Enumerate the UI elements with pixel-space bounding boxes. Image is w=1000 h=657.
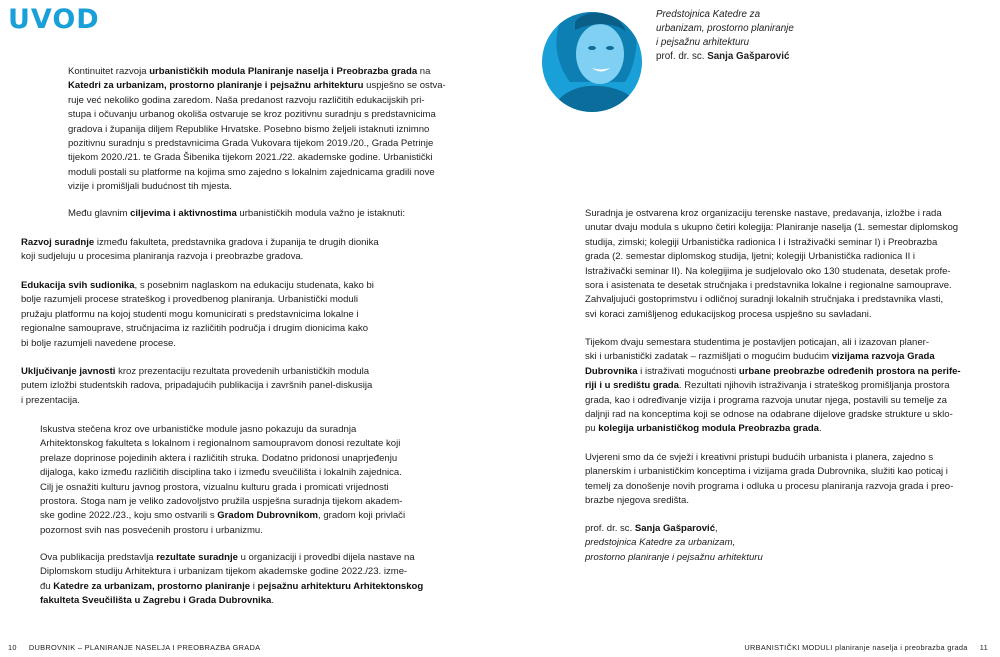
- bold-text: Katedri za urbanizam, prostorno planiranje i pejsažnu arhitekturu: [68, 80, 364, 92]
- bold-text: urbane preobrazbe određenih prostora na perife-: [738, 365, 961, 377]
- student-tasks-paragraph: [585, 336, 961, 437]
- text-line: [585, 365, 961, 379]
- text-line: [40, 580, 423, 594]
- bold-text: Dubrovnika: [585, 365, 638, 377]
- text-run: regionalne samouprave, stručnjacima iz različitih područja i drugim dionicima kako: [21, 323, 369, 335]
- bold-text: rezultate suradnje: [156, 552, 238, 563]
- text-line: [21, 236, 379, 250]
- text-line: [585, 522, 763, 536]
- portrait-caption: [656, 8, 794, 64]
- text-run: Zahvaljujući gostoprimstvu i odličnoj suradnji lokalnih stručnjaka i predstavnika vlasti,: [585, 294, 944, 306]
- text-run: Tijekom dvaju semestara studentima je postavljen poticajan, ali i izazovan planer-: [585, 337, 930, 348]
- text-line: [585, 207, 958, 221]
- bold-text: pejsažnu arhitekturu Arhitektonskog: [257, 580, 424, 592]
- caption-name-prefix: prof. dr. sc.: [656, 51, 708, 62]
- text-line: [585, 465, 953, 479]
- text-line: [21, 394, 372, 408]
- text-line: [21, 279, 374, 293]
- text-line: [40, 524, 405, 538]
- conclusion-paragraph: [585, 451, 953, 509]
- caption-name: Sanja Gašparović: [707, 51, 790, 62]
- bold-text: urbanističkih modula Planiranje naselja i Preobrazba grada: [149, 66, 418, 77]
- text-line: [585, 494, 953, 508]
- text-run: Istraživački seminar II). Na kolegijima je sudjelovalo oko 130 studenata, desetak profe-: [585, 265, 951, 277]
- text-run: pozitivnu suradnju s predstavnicima Grada Vukovara tijekom 2019./20., Grada Petrinje: [68, 138, 434, 150]
- caption-name-line: [656, 50, 794, 64]
- bold-text: Katedre za urbanizam, prostorno planiranje: [53, 580, 251, 592]
- text-line: [21, 365, 372, 379]
- text-run: između fakulteta, predstavnika gradova i županija te drugih dionika: [94, 237, 379, 248]
- text-line: [68, 166, 446, 180]
- goal-collaboration-paragraph: [21, 236, 379, 265]
- bold-text: Sanja Gašparović: [634, 523, 716, 534]
- text-line: [585, 221, 958, 235]
- text-run: ,: [715, 523, 718, 534]
- text-run: sora i asistenata te desetak stručnjaka i predstavnika lokalne i regionalne samouprave.: [585, 280, 952, 292]
- text-line: [40, 481, 405, 495]
- text-run: brazbe njegova središta.: [585, 495, 690, 507]
- goal-education-paragraph: [21, 279, 374, 351]
- text-line: [585, 379, 961, 393]
- text-line: [68, 108, 446, 122]
- text-line: [40, 551, 423, 565]
- text-line: [585, 350, 961, 364]
- text-line: [68, 94, 446, 108]
- text-run: prostora. Stoga nam je veliko zadovoljstvo pružila uspješna suradnja tijekom akadem-: [40, 496, 403, 508]
- text-run: temelj za donošenje novih programa i odluka u procesu planiranja razvoja grada i preo-: [585, 480, 954, 492]
- text-line: [585, 451, 953, 465]
- caption-line: urbanizam, prostorno planiranje: [656, 23, 794, 34]
- text-line: [40, 466, 405, 480]
- goal-public-paragraph: [21, 365, 372, 408]
- text-run: moduli postali su platforme na kojima smo zajedno s lokalnim zajednicama gradili nove: [68, 166, 435, 178]
- text-run: . Rezultati njihovih istraživanja i strateškog promišljanja prostora: [678, 380, 950, 392]
- text-run: ruje već nekoliko godina zaredom. Naša predanost razvoju različitih edukacijskih pri-: [68, 94, 425, 106]
- text-line: [40, 565, 423, 579]
- text-line: [68, 207, 405, 221]
- italic-text: predstojnica Katedre za urbanizam,: [585, 537, 736, 549]
- bold-text: riji i u središtu grada: [585, 380, 679, 392]
- text-line: [40, 594, 423, 608]
- text-run: stupa i očuvanju urbanog okoliša ostvaruje se kroz pozitivnu suradnju s predstavnicima: [68, 109, 436, 121]
- text-run: Ova publikacija predstavlja: [40, 552, 157, 563]
- text-run: Kontinuitet razvoja: [68, 66, 150, 77]
- text-run: i prezentacija.: [21, 394, 80, 406]
- caption-line: Predstojnica Katedre za: [656, 9, 761, 20]
- portrait-photo: [540, 2, 644, 117]
- text-run: Diplomskom studiju Arhitektura i urbanizam tijekom akademske godine 2022./23. izme-: [40, 566, 408, 578]
- text-line: [21, 379, 372, 393]
- text-line: [585, 536, 763, 550]
- text-run: prof. dr. sc.: [585, 523, 635, 534]
- text-line: [21, 293, 374, 307]
- text-run: koji sudjeluju u procesima planiranja razvoja i preobrazbe gradova.: [21, 251, 304, 263]
- text-run: vizije i promišljali budućnost tih mjesta.: [68, 181, 232, 193]
- text-run: urbanističkih modula važno je istaknuti:: [236, 208, 405, 219]
- text-run: tijekom 2020./21. te Grada Šibenika tijekom 2021./22. akademske godine. Urbanistički: [68, 152, 433, 164]
- text-line: [40, 509, 405, 523]
- text-run: unutar dvaju modula s ukupno četiri kolegija: Planiranje naselja (1. semestar diplomskog: [585, 222, 959, 234]
- text-run: ske godine 2022./23., koju smo ostvarili s: [40, 510, 218, 522]
- text-run: dijaloga, kako između različitih disciplina tako i između sveučilišta i lokalnih zajednica.: [40, 467, 402, 479]
- text-line: [40, 437, 405, 451]
- text-run: Cilj je osnažiti kulturu javnog prostora, vizualnu kulturu grada i promicati vrijednosti: [40, 481, 389, 493]
- text-run: Među glavnim: [68, 208, 131, 219]
- text-line: [21, 308, 374, 322]
- text-line: [68, 180, 446, 194]
- text-run: daljnji rad na konceptima koji se odnose na odabrane dijelove gradske strukture u sklo-: [585, 409, 953, 421]
- intro-paragraph: [68, 65, 446, 195]
- text-line: [585, 236, 958, 250]
- text-line: [68, 65, 446, 79]
- text-line: [68, 137, 446, 151]
- text-line: [40, 452, 405, 466]
- bold-text: Edukacija svih sudionika: [21, 280, 135, 291]
- text-line: [585, 250, 958, 264]
- publication-paragraph: [40, 551, 423, 609]
- footer-left: [8, 643, 260, 652]
- text-run: đu: [40, 580, 54, 592]
- text-line: [585, 308, 958, 322]
- text-line: [21, 337, 374, 351]
- text-line: [68, 151, 446, 165]
- text-run: Iskustva stečena kroz ove urbanističke module jasno pokazuju da suradnja: [40, 424, 357, 435]
- italic-text: prostorno planiranje i pejsažnu arhitekturu: [585, 551, 763, 563]
- text-run: na: [417, 66, 431, 77]
- bold-text: Uključivanje javnosti: [21, 366, 116, 377]
- text-line: [585, 408, 961, 422]
- text-run: i: [250, 580, 258, 592]
- text-run: grada (2. semestar diplomskog studija, ljetni; kolegiji Urbanistička radionica II i: [585, 251, 916, 263]
- text-run: pu: [585, 423, 599, 435]
- text-line: [40, 423, 405, 437]
- text-run: i istraživati mogućnosti: [637, 365, 739, 377]
- text-line: [585, 422, 961, 436]
- text-run: u organizaciji i provedbi dijela nastave na: [237, 552, 415, 563]
- text-line: [585, 279, 958, 293]
- text-run: pružaju platformu na kojoj studenti mogu komunicirati s predstavnicima lokalne i: [21, 308, 359, 320]
- text-line: [585, 293, 958, 307]
- text-run: bi bolje razumjeli navedene procese.: [21, 337, 176, 349]
- text-line: [585, 336, 961, 350]
- text-run: bolje razumjeli procese strateškog i provedbenog planiranja. Urbanistički moduli: [21, 294, 358, 306]
- footer-right: [744, 643, 988, 652]
- text-line: [40, 495, 405, 509]
- text-run: putem izložbi studentskih radova, pripadajućih publikacija i završnih panel-diskusija: [21, 380, 373, 392]
- text-run: Uvjereni smo da će svježi i kreativni pristupi budućih urbanista i planera, zajedno s: [585, 452, 934, 463]
- text-run: gradova i županija diljem Republike Hrvatske. Posebno bismo željeli istaknuti iznimno: [68, 123, 430, 135]
- text-run: svi koraci zamišljenog edukacijskog procesa uspješno su savladani.: [585, 308, 872, 320]
- goals-intro-paragraph: [68, 207, 405, 221]
- text-line: [585, 480, 953, 494]
- page-number-left: 10: [8, 643, 17, 652]
- bold-text: Razvoj suradnje: [21, 237, 95, 248]
- bold-text: kolegija urbanističkog modula Preobrazba grada: [598, 423, 819, 435]
- caption-line: i pejsažnu arhitekturu: [656, 37, 750, 48]
- page-number-right: 11: [979, 643, 988, 652]
- text-run: prelaze doprinose pojedinih aktera i različitih struka. Dodatno pridonosi unaprjeđenju: [40, 452, 398, 464]
- text-run: ski i urbanistički zadatak – razmišljati o mogućim budućim: [585, 351, 832, 363]
- bold-text: vizijama razvoja Grada: [831, 351, 935, 363]
- experience-paragraph: [40, 423, 405, 538]
- bold-text: Gradom Dubrovnikom: [217, 510, 319, 522]
- collaboration-details-paragraph: [585, 207, 958, 322]
- text-run: studija, zimski; kolegiji Urbanistička radionica I i Istraživački seminar I) i Preobrazba: [585, 236, 938, 248]
- footer-left-title: DUBROVNIK – PLANIRANJE NASELJA I PREOBRAZBA GRADA: [28, 643, 261, 652]
- text-run: pozornost svih nas posvećenih prostoru i urbanizmu.: [40, 524, 263, 536]
- bold-text: ciljevima i aktivnostima: [130, 208, 237, 219]
- text-line: [585, 394, 961, 408]
- page-title: UVOD: [8, 4, 100, 35]
- text-line: [21, 250, 379, 264]
- text-run: uspješno se ostva-: [363, 80, 446, 92]
- text-run: planerskim i urbanističkim konceptima i vizijama grada Dubrovnika, služiti kao poticaj i: [585, 466, 948, 478]
- footer-right-title: URBANISTIČKI MODULI planiranje naselja i preobrazba grada: [744, 643, 968, 652]
- text-run: Arhitektonskog fakulteta s lokalnom i regionalnom samoupravom donosi rezultate koji: [40, 438, 401, 450]
- signature-block: [585, 522, 763, 565]
- text-line: [21, 322, 374, 336]
- text-run: , gradom koji privlači: [318, 510, 406, 522]
- text-line: [68, 79, 446, 93]
- text-run: .: [271, 595, 274, 607]
- text-line: [68, 123, 446, 137]
- text-run: grada, kao i određivanje vizija i programa razvoja unutar njega, postavili su temelje za: [585, 394, 947, 406]
- text-line: [585, 265, 958, 279]
- text-run: , s posebnim naglaskom na edukaciju studenata, kako bi: [134, 280, 374, 291]
- text-line: [585, 551, 763, 565]
- bold-text: fakulteta Sveučilišta u Zagrebu i Grada Dubrovnika: [40, 595, 272, 607]
- text-run: kroz prezentaciju rezultata provedenih urbanističkih modula: [115, 366, 370, 377]
- text-run: .: [818, 423, 822, 435]
- text-run: Suradnja je ostvarena kroz organizaciju terenske nastave, predavanja, izložbe i rada: [585, 208, 942, 219]
